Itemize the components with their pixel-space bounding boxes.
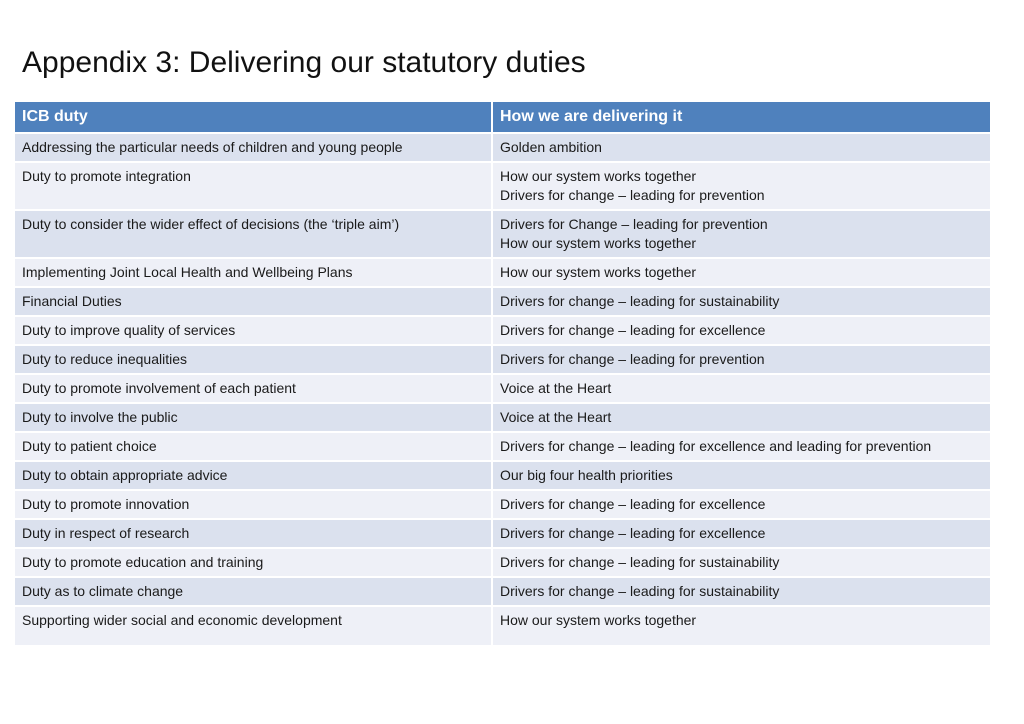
delivery-cell (492, 461, 991, 490)
delivery-cell (492, 287, 991, 316)
delivery-line: Drivers for change – leading for sustainability (500, 293, 780, 309)
delivery-line: Drivers for change – leading for excellence (500, 525, 766, 541)
duty-cell: Duty as to climate change (14, 577, 492, 606)
duty-cell: Financial Duties (14, 287, 492, 316)
delivery-line: Drivers for change – leading for excellence and leading for prevention (500, 438, 932, 454)
delivery-line: Drivers for change – leading for prevention (500, 351, 765, 367)
table-row (14, 519, 991, 548)
table-row (14, 548, 991, 577)
table-row (14, 403, 991, 432)
table-row (14, 577, 991, 606)
delivery-line: Drivers for Change – leading for prevention (500, 216, 768, 232)
delivery-cell (492, 258, 991, 287)
column-header-how-delivering: How we are delivering it (492, 102, 991, 133)
delivery-cell (492, 403, 991, 432)
delivery-cell (492, 577, 991, 606)
table-row (14, 258, 991, 287)
delivery-line: Our big four health priorities (500, 467, 673, 483)
table-body (14, 133, 991, 646)
delivery-line: Drivers for change – leading for sustainability (500, 583, 780, 599)
delivery-cell (492, 345, 991, 374)
table-row (14, 210, 991, 258)
table-row (14, 316, 991, 345)
table-row (14, 133, 991, 162)
table-row (14, 490, 991, 519)
delivery-line: Drivers for change – leading for sustainability (500, 554, 780, 570)
duty-cell: Duty to improve quality of services (14, 316, 492, 345)
delivery-cell (492, 432, 991, 461)
delivery-cell (492, 490, 991, 519)
delivery-line: Drivers for change – leading for excellence (500, 322, 766, 338)
duty-cell: Duty to promote involvement of each patient (14, 374, 492, 403)
delivery-cell (492, 548, 991, 577)
duty-cell: Duty to involve the public (14, 403, 492, 432)
delivery-line: How our system works together (500, 235, 697, 251)
table-row (14, 374, 991, 403)
duty-cell: Duty to obtain appropriate advice (14, 461, 492, 490)
duty-cell: Duty to consider the wider effect of decisions (the ‘triple aim’) (14, 210, 492, 258)
duty-cell: Duty to patient choice (14, 432, 492, 461)
delivery-line: How our system works together (500, 168, 697, 184)
duties-table (13, 102, 992, 647)
delivery-cell (492, 606, 991, 646)
duty-cell: Duty to promote innovation (14, 490, 492, 519)
table-row (14, 606, 991, 646)
table-row (14, 162, 991, 210)
duty-cell: Duty in respect of research (14, 519, 492, 548)
duty-cell: Addressing the particular needs of children and young people (14, 133, 492, 162)
duty-cell: Duty to promote education and training (14, 548, 492, 577)
delivery-cell (492, 210, 991, 258)
delivery-line: Drivers for change – leading for excellence (500, 496, 766, 512)
duty-cell: Duty to reduce inequalities (14, 345, 492, 374)
column-header-icb-duty: ICB duty (14, 102, 492, 133)
duty-cell: Implementing Joint Local Health and Wellbeing Plans (14, 258, 492, 287)
table-row (14, 432, 991, 461)
duty-cell: Duty to promote integration (14, 162, 492, 210)
delivery-line: Voice at the Heart (500, 409, 612, 425)
delivery-cell (492, 374, 991, 403)
delivery-cell (492, 133, 991, 162)
delivery-line: Golden ambition (500, 139, 602, 155)
delivery-cell (492, 316, 991, 345)
delivery-line: Voice at the Heart (500, 380, 612, 396)
table-header-row (14, 102, 991, 133)
delivery-cell (492, 519, 991, 548)
delivery-cell (492, 162, 991, 210)
delivery-line: How our system works together (500, 612, 697, 628)
table-row (14, 461, 991, 490)
duty-cell: Supporting wider social and economic development (14, 606, 492, 646)
delivery-line: How our system works together (500, 264, 697, 280)
table-row (14, 345, 991, 374)
page-title: Appendix 3: Delivering our statutory duties (22, 46, 586, 79)
delivery-line: Drivers for change – leading for prevention (500, 187, 765, 203)
table-row (14, 287, 991, 316)
